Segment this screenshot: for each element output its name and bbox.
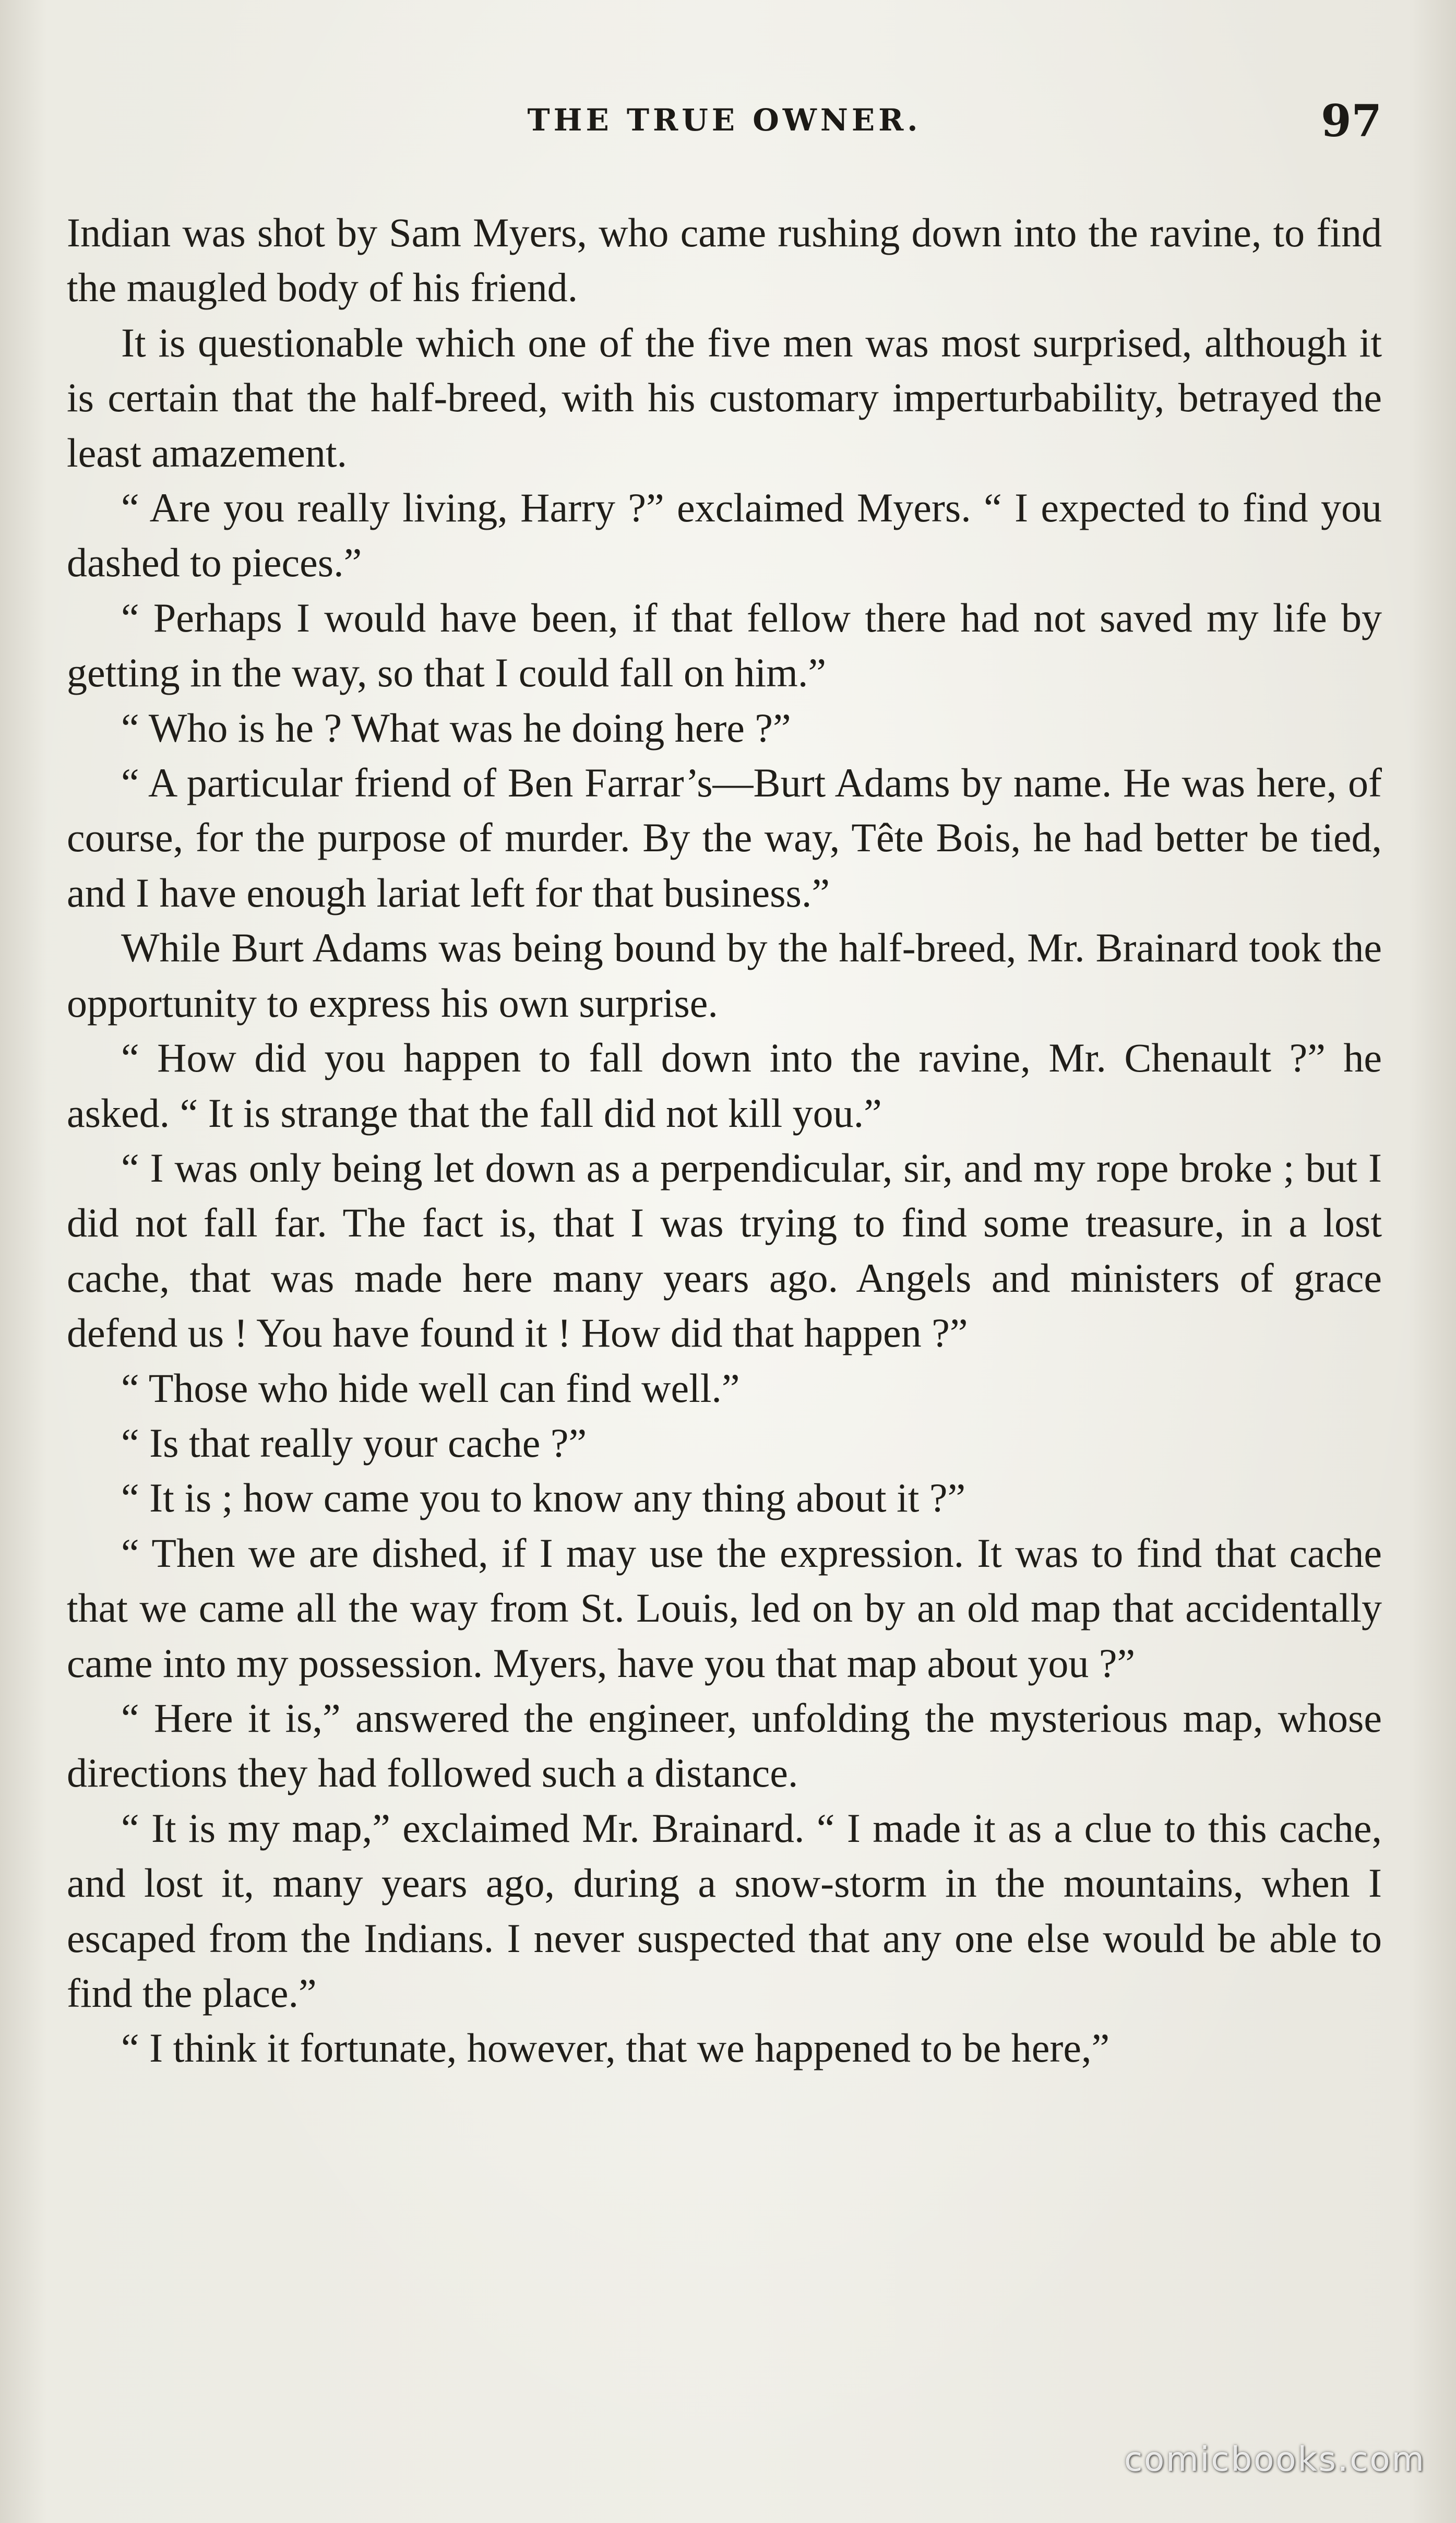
paragraph: “ A particular friend of Ben Farrar’s—Burt Adams by name. He was here, of course, for the purpose of murder. By the way, Tête Bois, he had better be tied, and I have enough lariat left for that business.” [67,760,1382,915]
watermark: comicbooks.com [1124,2441,1426,2479]
paragraph: “ Perhaps I would have been, if that fellow there had not saved my life by getting in the way, so that I could fall on him.” [67,594,1382,696]
paragraph: “ Those who hide well can find well.” [121,1365,740,1411]
paragraph: “ Here it is,” answered the engineer, unfolding the mysterious map, whose directions they had followed such a distance. [67,1695,1382,1796]
paragraph: While Burt Adams was being bound by the half-breed, Mr. Brainard took the opportunity to express his own surprise. [67,925,1382,1026]
paragraph: Indian was shot by Sam Myers, who came rushing down into the ravine, to find the maugled body of his friend. [67,210,1382,311]
paragraph: “ Is that really your cache ?” [121,1420,587,1466]
paragraph: “ Then we are dished, if I may use the expression. It was to find that cache that we came all the way from St. Louis, led on by an old map that accidentally came into my possession. Myers, have you that map about you ?” [67,1530,1382,1686]
paragraph: “ Are you really living, Harry ?” exclaimed Myers. “ I expected to find you dashed to pieces.” [67,485,1382,586]
paragraph: “ Who is he ? What was he doing here ?” [121,705,791,751]
body-text [67,205,1382,2076]
paragraph: “ It is ; how came you to know any thing about it ?” [121,1475,966,1521]
paragraph: “ It is my map,” exclaimed Mr. Brainard. “ I made it as a clue to this cache, and lost it, many years ago, during a snow-storm in the mountains, when I escaped from the Indians. I never suspected that any one else would be able to find the place.” [67,1805,1382,2016]
page-number: 97 [1321,95,1382,147]
page-header [67,95,1382,152]
paragraph: “ I think it fortunate, however, that we happened to be here,” [121,2025,1110,2071]
paragraph: It is questionable which one of the five men was most surprised, although it is certain that the half-breed, with his customary imperturbability, betrayed the least amazement. [67,319,1382,475]
paragraph: “ How did you happen to fall down into the ravine, Mr. Chenault ?” he asked. “ It is strange that the fall did not kill you.” [67,1035,1382,1136]
paragraph: “ I was only being let down as a perpendicular, sir, and my rope broke ; but I did not fall far. The fact is, that I was trying to find some treasure, in a lost cache, that was made here many years ago. Angels and ministers of grace defend us ! You have found it ! How did that happen ?” [67,1145,1382,1356]
running-head: THE TRUE OWNER. [527,102,922,138]
